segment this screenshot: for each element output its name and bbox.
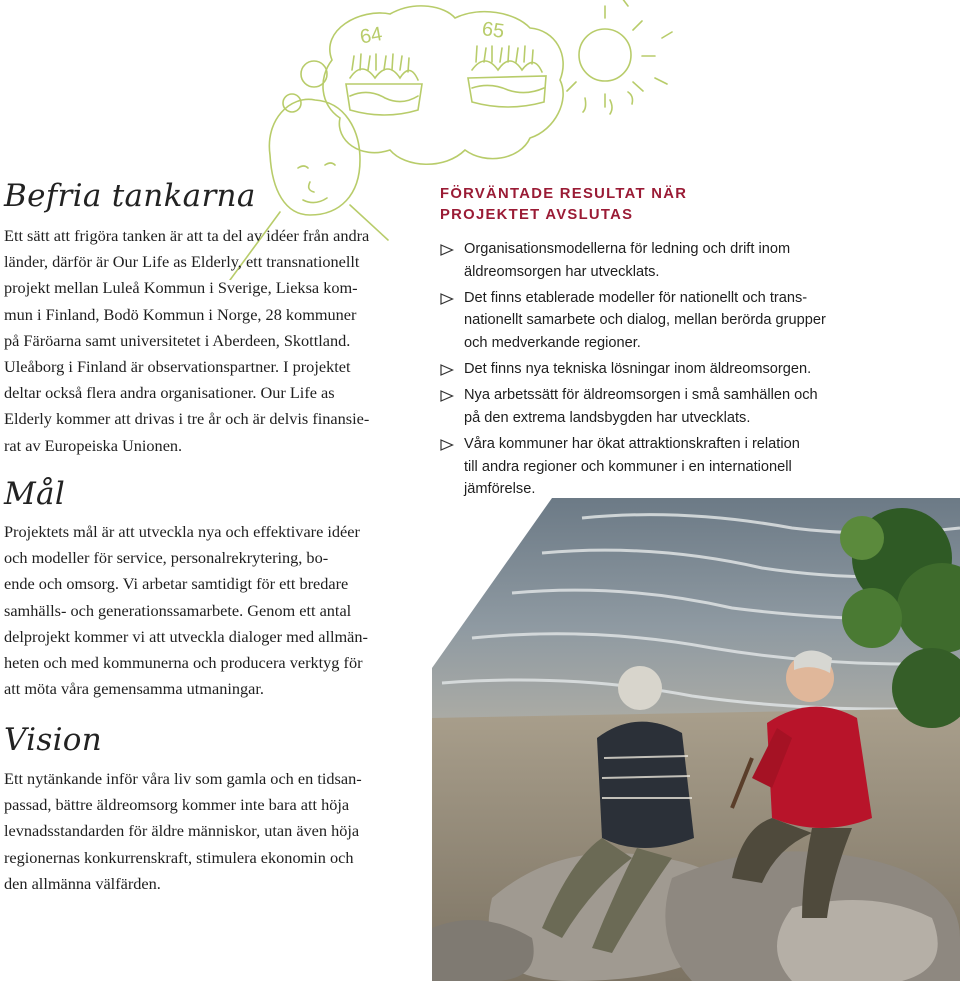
text-line: Projektets mål är att utveckla nya och effektivare idéer [4, 522, 360, 541]
list-item [440, 384, 826, 429]
text-line: Uleåborg i Finland är observationspartner. I projektet [4, 357, 351, 377]
triangle-bullet-icon [440, 390, 454, 402]
text-line: ende och omsorg. Vi arbetar samtidigt för ett bredare [4, 574, 349, 594]
text-line: heten och med kommunerna och producera verktyg för [4, 653, 363, 673]
text-line: rat av Europeiska Unionen. [4, 435, 183, 455]
text-line: samhälls- och generationssamarbete. Genom ett antal [4, 600, 352, 620]
text-line: levnadsstandarden för äldre människor, utan även höja [4, 821, 360, 841]
mal-paragraph [4, 519, 368, 702]
list-item-line: nationellt samarbete och dialog, mellan berörda grupper [464, 312, 826, 329]
text-line: delprojekt kommer vi att utveckla dialoger med allmän- [4, 626, 368, 646]
text-line: och modeller för service, personalrekrytering, bo- [4, 548, 329, 568]
section-heading-mal: Mål [4, 476, 66, 512]
results-heading-line: PROJEKTET AVSLUTAS [440, 207, 634, 223]
text-line: mun i Finland, Bodö Kommun i Norge, 28 kommuner [4, 304, 357, 324]
list-item-line: och medverkande regioner. [464, 334, 641, 351]
list-item-line: Det finns nya tekniska lösningar inom äldreomsorgen. [464, 361, 812, 378]
text-line: passad, bättre äldreomsorg kommer inte bara att höja [4, 795, 350, 815]
triangle-bullet-icon [440, 439, 454, 451]
text-line: den allmänna välfärden. [4, 873, 161, 893]
list-item [440, 433, 826, 501]
triangle-bullet-icon [440, 364, 454, 376]
text-line: Elderly kommer att drivas i tre år och är delvis finansie- [4, 409, 370, 429]
text-line: deltar också flera andra organisationer. Our Life as [4, 383, 335, 403]
text-line: projekt mellan Luleå Kommun i Sverige, Lieksa kom- [4, 278, 358, 298]
text-line: Ett nytänkande inför våra liv som gamla och en tidsan- [4, 769, 362, 788]
text-line: på Färöarna samt universitetet i Aberdeen, Skottland. [4, 330, 351, 350]
list-item [440, 287, 826, 355]
seaside-photo [432, 498, 960, 981]
results-list [440, 238, 826, 505]
list-item-line: på den extrema landsbygden har utvecklats. [464, 409, 751, 426]
triangle-bullet-icon [440, 244, 454, 256]
text-line: att möta våra gemensamma utmaningar. [4, 679, 264, 699]
list-item [440, 238, 826, 283]
list-item-line: Våra kommuner har ökat attraktionskraften i relation [464, 436, 800, 453]
birthday-cake-icon [346, 23, 422, 115]
befria-tankarna-paragraph [4, 223, 369, 459]
list-item-line: Organisationsmodellerna för ledning och drift inom [464, 241, 791, 257]
text-line: Ett sätt att frigöra tanken är att ta del av idéer från andra [4, 226, 370, 245]
cake-number-65: 65 [480, 17, 506, 43]
list-item-line: jämförelse. [464, 481, 536, 498]
sun-icon [567, 0, 672, 114]
vision-paragraph [4, 766, 362, 897]
list-item-line: Nya arbetssätt för äldreomsorgen i små samhällen och [464, 387, 818, 404]
list-item [440, 358, 826, 381]
results-heading-line: FÖRVÄNTADE RESULTAT NÄR [440, 186, 688, 202]
text-line: regionernas konkurrenskraft, stimulera ekonomin och [4, 847, 354, 867]
list-item-line: till andra regioner och kommuner i en internationell [464, 458, 792, 475]
results-heading [440, 184, 687, 226]
section-heading-befria-tankarna: Befria tankarna [4, 178, 256, 214]
birthday-cake-icon [468, 18, 546, 107]
cake-number-64: 64 [358, 23, 384, 49]
list-item-line: Det finns etablerade modeller för nationellt och trans- [464, 289, 808, 306]
list-item-line: äldreomsorgen har utvecklats. [464, 263, 660, 280]
text-line: länder, därför är Our Life as Elderly, ett transnationellt [4, 252, 360, 272]
section-heading-vision: Vision [4, 722, 103, 758]
triangle-bullet-icon [440, 293, 454, 305]
